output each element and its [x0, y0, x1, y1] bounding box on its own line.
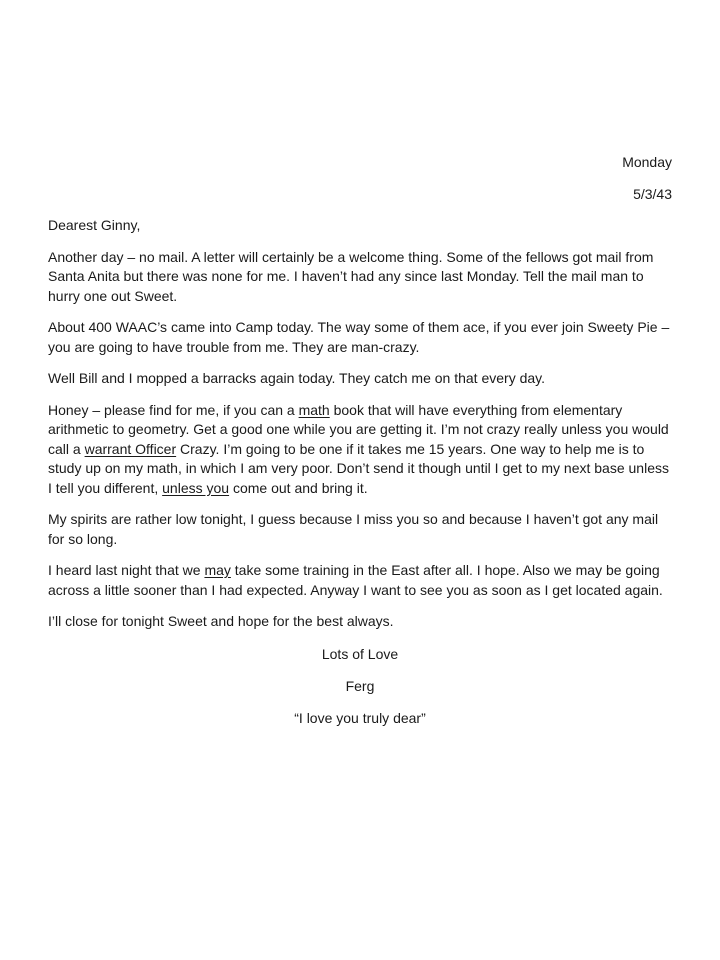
- paragraph-4-text-2: book that will have everything from elementary arithmetic to geometry. Get a good one while you are getting it. I’m not crazy really unless you would call a: [48, 401, 669, 457]
- closing: Lots of Love: [321, 645, 399, 662]
- paragraph-6-text-2: take some training in the East after all. I hope. Also we may be going across a little sooner than I had expected. Anyway I want to see you as soon as I get located again.: [48, 562, 663, 598]
- letter-page: [48, 152, 672, 740]
- underlined-warrant-officer: warrant Officer: [84, 440, 177, 457]
- paragraph-3: Well Bill and I mopped a barracks again today. They catch me on that every day.: [48, 370, 546, 386]
- underlined-may: may: [204, 562, 231, 578]
- paragraph-4: [48, 401, 672, 499]
- paragraph-4-text-1: Honey – please find for me, if you can a: [48, 401, 299, 418]
- signature: Ferg: [345, 677, 375, 694]
- postscript: “I love you truly dear”: [294, 709, 426, 726]
- underlined-unless-you: unless you: [162, 479, 230, 496]
- paragraph-5: My spirits are rather low tonight, I guess because I miss you so and because I haven’t got any mail for so long.: [48, 511, 659, 547]
- salutation: Dearest Ginny,: [48, 217, 141, 233]
- paragraph-6-text-1: I heard last night that we: [48, 562, 205, 578]
- paragraph-4-text-3: Crazy. I’m going to be one if it takes me 15 years. One way to help me is to study up on my math, in which I am very poor. Don’t send it though until I get to my next base unless I tell you different,: [48, 440, 669, 496]
- paragraph-2: About 400 WAAC’s came into Camp today. The way some of them ace, if you ever join Sweety Pie – you are going to have trouble from me. They are man-crazy.: [48, 319, 670, 355]
- paragraph-7: I’ll close for tonight Sweet and hope for the best always.: [48, 613, 394, 629]
- underlined-math: math: [298, 401, 330, 418]
- paragraph-1: Another day – no mail. A letter will certainly be a welcome thing. Some of the fellows got mail from Santa Anita but there was none for me. I haven’t had any since last Monday. Tell the mail man to hurry one out Sweet.: [48, 248, 654, 304]
- letter-date: 5/3/43: [633, 186, 672, 202]
- paragraph-6: [48, 561, 672, 600]
- letter-day: Monday: [622, 154, 672, 170]
- paragraph-4-text-4: come out and bring it.: [229, 479, 368, 496]
